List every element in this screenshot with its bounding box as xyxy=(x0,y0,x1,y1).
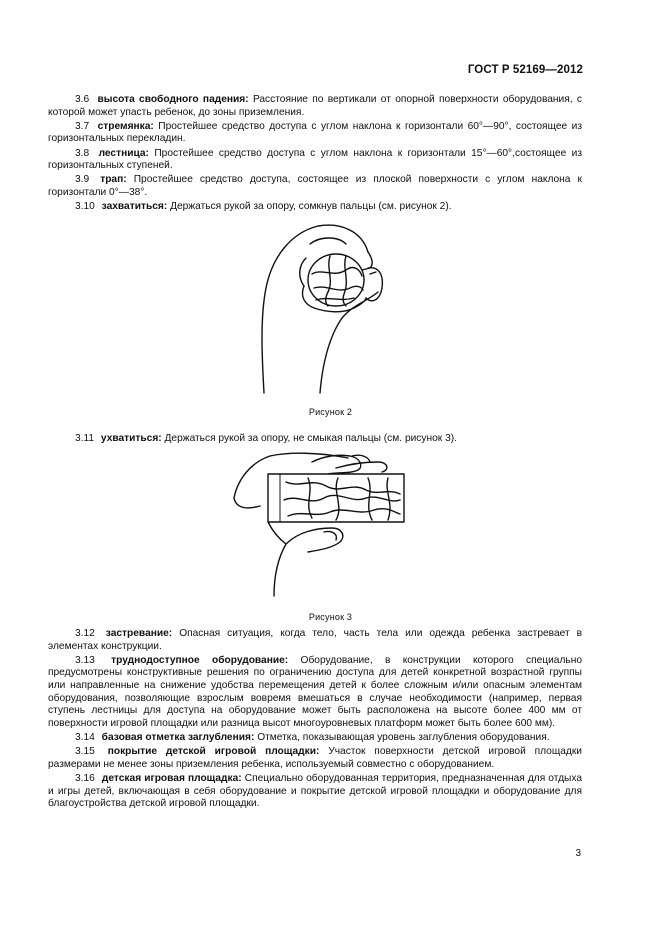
clause-term: высота свободного падения: xyxy=(97,94,249,105)
definition-3-11 xyxy=(48,433,582,446)
clause-text: Отметка, показывающая уровень заглубления оборудования. xyxy=(257,731,550,743)
definition-3-7 xyxy=(48,121,582,146)
figure-3-open-grip-drawing xyxy=(228,448,414,598)
clause-number: 3.14 xyxy=(75,731,95,743)
clause-term: базовая отметка заглубления: xyxy=(101,731,255,743)
clause-number: 3.10 xyxy=(75,201,95,213)
clause-number: 3.15 xyxy=(75,746,95,758)
clause-term: застревание: xyxy=(105,628,173,639)
definition-3-10 xyxy=(48,201,582,214)
clause-number: 3.9 xyxy=(75,174,90,186)
figure-2-caption: Рисунок 2 xyxy=(308,407,353,417)
definitions-block-1 xyxy=(48,94,582,215)
definition-3-16 xyxy=(48,773,582,811)
clause-text: Держаться рукой за опору, сомкнув пальцы (см. рисунок 2). xyxy=(170,201,452,213)
clause-term: лестница: xyxy=(98,147,149,159)
definition-3-13 xyxy=(48,655,582,731)
clause-term: покрытие детской игровой площадки: xyxy=(107,746,320,758)
clause-term: детская игровая площадка: xyxy=(101,772,242,784)
clause-number: 3.6 xyxy=(75,94,90,105)
round-bar-shape xyxy=(308,254,364,306)
clause-text: Держаться рукой за опору, не смыкая пальцы (см. рисунок 3). xyxy=(164,433,457,444)
definitions-block-2 xyxy=(48,433,582,447)
clause-term: труднодоступное оборудование: xyxy=(111,654,289,666)
definition-3-15 xyxy=(48,746,582,771)
clause-number: 3.16 xyxy=(75,772,95,784)
clause-text: Оборудование, в конструкции которого специально предусмотрены конструктивные решения по ограничению доступа для детей конкретной возрастной группы или направленные на снижение удобства перемещения детей к более сложным и/или опасным элементам оборудования, позволяющие взрослым вовремя вмешаться в случае необходимости (например, первая ступень лестницы для доступа на оборудование может быть расположена на высоте более 400 мм от поверхности игровой площадки или разница высот многоуровневых платформ может быть более 600 мм). xyxy=(48,654,582,729)
clause-number: 3.12 xyxy=(75,628,95,639)
clause-number: 3.8 xyxy=(75,147,90,159)
clause-text: Простейшее средство доступа с углом наклона к горизонтали 60°—90°, состоящее из горизонтальных перекладин. xyxy=(48,120,582,145)
figure-3-caption: Рисунок 3 xyxy=(308,612,353,622)
clause-number: 3.13 xyxy=(75,654,95,666)
clause-number: 3.11 xyxy=(75,433,95,444)
clause-term: захватиться: xyxy=(101,201,168,213)
clause-text: Специально оборудованная территория, предназначенная для отдыха и игры детей, включающая в себя оборудование и покрытие детской игровой площадки и оборудование для благоустройства детской игровой площадки. xyxy=(48,772,582,810)
definition-3-14 xyxy=(48,732,582,745)
clause-text: Опасная ситуация, когда тело, часть тела или одежда ребенка застревает в элементах конструкции. xyxy=(48,628,582,652)
clause-term: трап: xyxy=(100,174,127,186)
clause-text: Простейшее средство доступа, состоящее из плоской поверхности с углом наклона к горизонтали 0°—38°. xyxy=(48,174,582,198)
clause-text: Простейшее средство доступа с углом наклона к горизонтали 15°—60°,состоящее из горизонтальных ступеней. xyxy=(48,147,582,172)
definition-3-9 xyxy=(48,174,582,199)
page-number: 3 xyxy=(575,848,581,859)
document-code-header: ГОСТ Р 52169—2012 xyxy=(467,64,583,76)
clause-text: Расстояние по вертикали от опорной поверхности оборудования, с которой может упасть ребенок, до зоны приземления. xyxy=(48,94,582,118)
clause-term: ухватиться: xyxy=(100,433,162,444)
definition-3-6 xyxy=(48,94,582,119)
clause-text: Участок поверхности детской игровой площадки размерами не менее зоны приземления ребенка, используемый совместно с оборудованием. xyxy=(48,746,582,770)
clause-term: стремянка: xyxy=(97,120,154,132)
definition-3-12 xyxy=(48,628,582,653)
rectangular-bar-shape xyxy=(268,474,404,522)
definition-3-8 xyxy=(48,148,582,173)
figure-2-closed-grip-drawing xyxy=(250,218,395,398)
clause-number: 3.7 xyxy=(75,120,90,132)
definitions-block-3 xyxy=(48,628,582,812)
